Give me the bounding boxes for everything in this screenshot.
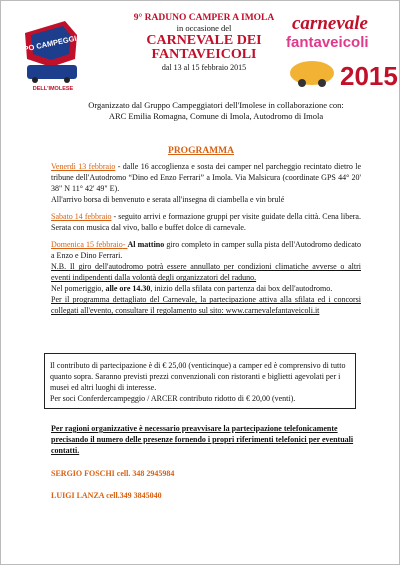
sunday-day: Domenica 15 febbraio [51, 240, 123, 250]
contact-sergio: SERGIO FOSCHI cell. 348 2945984 [51, 469, 175, 478]
sunday-paragraph [51, 239, 361, 261]
friday-paragraph [51, 161, 361, 194]
organizer-info [71, 100, 361, 122]
club-logo-text: GRUPPO CAMPEGGIATORI [1, 28, 100, 59]
friday-day: Venerdì 13 febbraio [51, 162, 116, 171]
contact-luigi: LUIGI LANZA cell.349 3845040 [51, 491, 162, 500]
event-dates: dal 13 al 15 febbraio 2015 [161, 63, 247, 73]
event-subtitle: in occasione del [176, 22, 232, 33]
carnival-logo-word2: fantaveicoli [286, 34, 369, 51]
carnival-logo [284, 13, 396, 93]
programma-heading: PROGRAMMA [168, 146, 234, 156]
afternoon-text-b: , inizio della sfilata con partenza dai box dell'autodromo. [150, 284, 333, 294]
booking-notice: Per ragioni organizzative è necessario preavvisare la partecipazione telefonicamente precisando il numero delle presenze fornendo i propri riferimenti telefonici per eventuali contatti. [51, 424, 354, 455]
sunday-afternoon [51, 283, 361, 294]
afternoon-text-a: Nel pomeriggio, [51, 284, 106, 294]
organizer-line2: ARC Emilia Romagna, Comune di Imola, Autodromo di Imola [108, 111, 324, 122]
carnival-logo-year: 2015 [340, 61, 398, 91]
friday-text: - dalle 16 accoglienza e sosta dei camper nel parcheggio recintato dietro le tribune dell'Autodromo “Dino ed Enzo Ferrari” a Imola. Via Malsicura (coordinate GPS 44° 20' 38" N 11° 42' 49" E). [51, 162, 362, 194]
saturday-text: - seguito arrivi e formazione gruppi per visite guidate della città. Cena libera. Serata con musica dal vivo, ballo e buffet dolce di carnevale. [51, 212, 361, 233]
club-logo-caption: DELL'IMOLESE [32, 86, 74, 92]
sunday-dash: - [122, 240, 128, 250]
friday-extra: All'arrivo borsa di benvenuto e serata all'insegna di ciambella e vin brulé [51, 195, 285, 205]
header [1, 1, 401, 96]
carnival-title-line2: FANTAVEICOLI [151, 47, 257, 63]
fee-text: Il contributo di partecipazione è di € 25,00 (venticinque) a camper ed è comprensivo di tutto quanto sopra. Saranno previsti prezzi convenzionali con ristoranti e biglietti agevolati per i musei ed altri luoghi di interesse. [50, 361, 346, 393]
saturday-paragraph [51, 211, 361, 233]
club-logo [1, 19, 100, 93]
carnival-title-line1: CARNEVALE DEI [146, 32, 262, 48]
event-title: 9° RADUNO CAMPER A IMOLA [133, 13, 275, 23]
event-title-block [119, 13, 289, 72]
member-fee-text: Per soci Conferdercampeggio / ARCER contributo ridotto di € 20,00 (venti). [50, 394, 296, 404]
carnival-logo-word: carnevale [292, 13, 368, 34]
program-body [51, 161, 361, 316]
saturday-day: Sabato 14 febbraio [51, 212, 112, 222]
website-link[interactable]: Per il programma dettagliato del Carnevale, la partecipazione attiva alla sfilata ed i concorsi collegati all'evento, consultare il regolamento sul sito: www.carnevalefantaveicoli.it [51, 295, 361, 316]
sunday-morning-text: giro completo in camper sulla pista dell'Autodromo dedicato a Enzo e Dino Ferrari. [51, 240, 362, 261]
afternoon-time: alle ore 14.30 [105, 284, 151, 294]
fee-box [44, 353, 356, 409]
organizer-line1: Organizzato dal Gruppo Campeggiatori dell'Imolese in collaborazione con: [88, 100, 344, 110]
sunday-morning-label: Al mattino [127, 240, 165, 250]
nb-note: N.B. Il giro dell'autodromo potrà essere annullato per condizioni climatiche avverse o altri eventi indipendenti dalla volontà degli organizzatori del raduno. [51, 262, 361, 283]
